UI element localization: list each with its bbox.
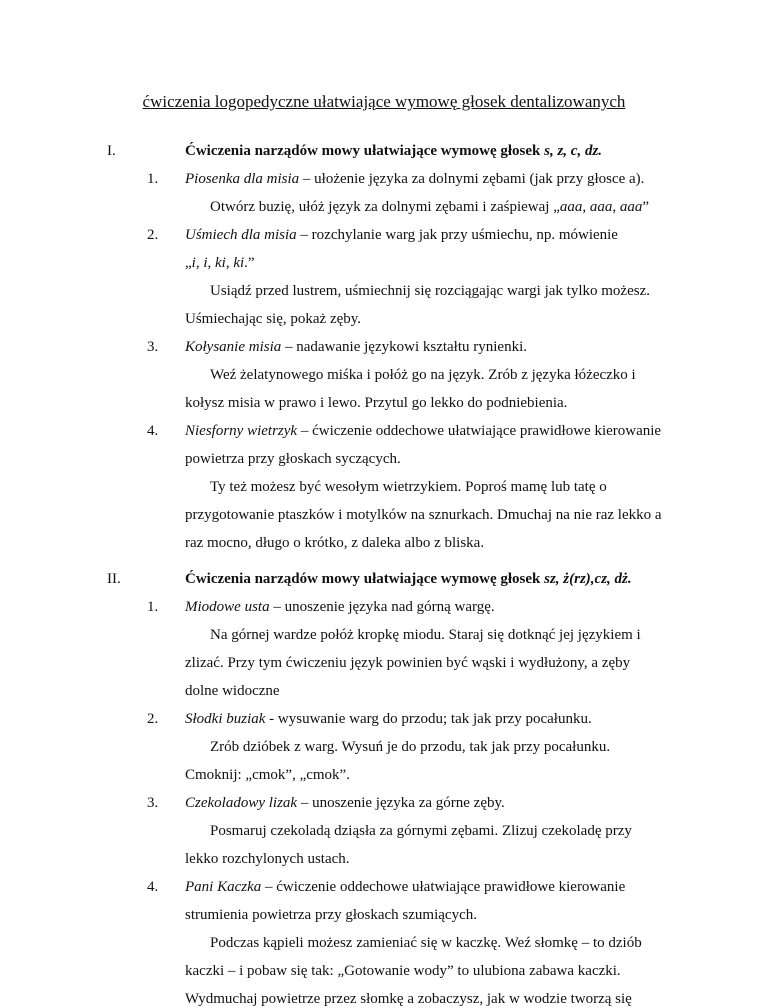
exercise-instruction: Otwórz buzię, ułóż język za dolnymi zębami i zaśpiewaj „aaa, aaa, aaa” <box>210 199 650 215</box>
exercise-instruction: Ty też możesz być wesołym wietrzykiem. Poproś mamę lub tatę o <box>210 479 607 495</box>
exercise-heading: Piosenka dla misia – ułożenie języka za dolnymi zębami (jak przy głosce a). <box>185 171 645 187</box>
section-1-title: Ćwiczenia narządów mowy ułatwiające wymowę głosek s, z, c, dz. <box>185 143 603 159</box>
exercise-instruction: Podczas kąpieli możesz zamieniać się w kaczkę. Weź słomkę – to dziób <box>210 935 642 951</box>
exercise-instruction: Wydmuchaj powietrze przez słomkę a zobaczysz, jak w wodzie tworzą się <box>185 991 632 1007</box>
exercise-description: strumienia powietrza przy głoskach szumiących. <box>185 907 477 923</box>
exercise-instruction: dolne widoczne <box>185 683 280 699</box>
exercise-heading: Niesforny wietrzyk – ćwiczenie oddechowe ułatwiające prawidłowe kierowanie <box>185 423 662 439</box>
exercise-heading: Uśmiech dla misia – rozchylanie warg jak przy uśmiechu, np. mówienie <box>185 227 618 243</box>
exercise-instruction: lekko rozchylonych ustach. <box>185 851 350 867</box>
document-title: ćwiczenia logopedyczne ułatwiające wymowę głosek dentalizowanych <box>142 92 626 111</box>
exercise-instruction: Weź żelatynowego miśka i połóż go na język. Zrób z języka łóżeczko i <box>210 367 636 383</box>
item-number: 3. <box>147 339 159 355</box>
exercise-instruction: Zrób dzióbek z warg. Wysuń je do przodu, tak jak przy pocałunku. <box>210 739 611 755</box>
item-number: 1. <box>147 171 159 187</box>
section-2-title: Ćwiczenia narządów mowy ułatwiające wymowę głosek sz, ż(rz),cz, dż. <box>185 571 632 587</box>
item-number: 1. <box>147 599 159 615</box>
item-number: 2. <box>147 227 159 243</box>
exercise-instruction: Cmoknij: „cmok”, „cmok”. <box>185 767 350 783</box>
exercise-instruction: kołysz misia w prawo i lewo. Przytul go lekko do podniebienia. <box>185 395 568 411</box>
exercise-instruction: kaczki – i pobaw się tak: „Gotowanie wody” to ulubiona zabawa kaczki. <box>185 963 621 979</box>
exercise-heading: Czekoladowy lizak – unoszenie języka za górne zęby. <box>185 795 505 811</box>
exercise-description: powietrza przy głoskach syczących. <box>185 451 401 467</box>
exercise-instruction: Na górnej wardze połóż kropkę miodu. Staraj się dotknąć jej językiem i <box>210 627 641 643</box>
item-number: 4. <box>147 879 159 895</box>
exercise-heading: Miodowe usta – unoszenie języka nad górną wargę. <box>185 599 495 615</box>
exercise-description: „i, i, ki, ki.” <box>185 255 255 271</box>
section-1-number: I. <box>107 143 116 159</box>
exercise-heading: Kołysanie misia – nadawanie językowi kształtu rynienki. <box>185 339 528 355</box>
item-number: 2. <box>147 711 159 727</box>
item-number: 4. <box>147 423 159 439</box>
item-number: 3. <box>147 795 159 811</box>
exercise-instruction: Posmaruj czekoladą dziąsła za górnymi zębami. Zlizuj czekoladę przy <box>210 823 632 839</box>
exercise-instruction: przygotowanie ptaszków i motylków na sznurkach. Dmuchaj na nie raz lekko a <box>185 507 662 523</box>
exercise-heading: Pani Kaczka – ćwiczenie oddechowe ułatwiające prawidłowe kierowanie <box>185 879 626 895</box>
exercise-instruction: Uśmiechając się, pokaż zęby. <box>185 311 362 327</box>
exercise-heading: Słodki buziak - wysuwanie warg do przodu; tak jak przy pocałunku. <box>185 711 592 727</box>
exercise-instruction: zlizać. Przy tym ćwiczeniu język powinien być wąski i wydłużony, a zęby <box>185 655 631 671</box>
section-2-number: II. <box>107 571 121 587</box>
exercise-instruction: raz mocno, długo o krótko, z daleka albo z bliska. <box>185 535 485 551</box>
exercise-instruction: Usiądź przed lustrem, uśmiechnij się rozciągając wargi jak tylko możesz. <box>210 283 650 299</box>
